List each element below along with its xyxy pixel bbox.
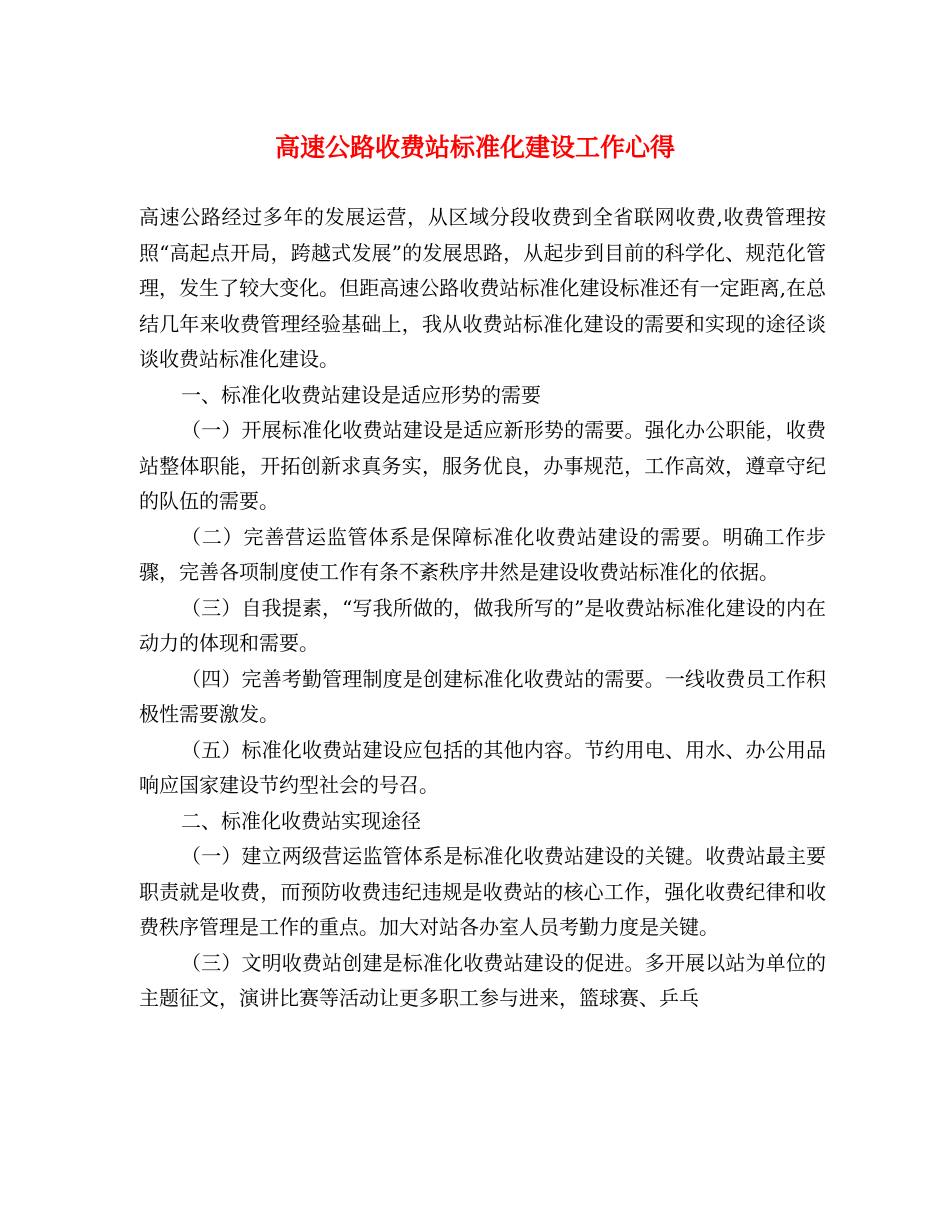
paragraph-2-1: （一）建立两级营运监管体系是标准化收费站建设的关键。收费站最主要职责就是收费，而预防收费违纪违规是收费站的核心工作，强化收费纪律和收费秩序管理是工作的重点。加大对站各办室人员考勤力度是关键。 <box>139 844 826 939</box>
paragraph-1-4: （四）完善考勤管理制度是创建标准化收费站的需要。一线收费员工作积极性需要激发。 <box>139 666 826 726</box>
paragraph-1-5: （五）标准化收费站建设应包括的其他内容。节约用电、用水、办公用品响应国家建设节约型社会的号召。 <box>139 737 826 797</box>
document-title: 高速公路收费站标准化建设工作心得 <box>274 133 675 162</box>
section-heading-1: 一、标准化收费站建设是适应形势的需要 <box>181 382 541 407</box>
paragraph-1-3: （三）自我提素，“写我所做的，做我所写的”是收费站标准化建设的内在动力的体现和需要。 <box>139 595 826 655</box>
intro-paragraph: 高速公路经过多年的发展运营，从区域分段收费到全省联网收费,收费管理按照“高起点开局，跨越式发展”的发展思路，从起步到目前的科学化、规范化管理，发生了较大变化。但距高速公路收费站标准化建设标准还有一定距离,在总结几年来收费管理经验基础上，我从收费站标准化建设的需要和实现的途径谈谈收费站标准化建设。 <box>139 205 826 371</box>
paragraph-1-1: （一）开展标准化收费站建设是适应新形势的需要。强化办公职能，收费站整体职能，开拓创新求真务实，服务优良，办事规范，工作高效，遵章守纪的队伍的需要。 <box>139 418 826 513</box>
paragraph-1-2: （二）完善营运监管体系是保障标准化收费站建设的需要。明确工作步骤，完善各项制度使工作有条不紊秩序井然是建设收费站标准化的依据。 <box>139 524 826 584</box>
section-heading-2: 二、标准化收费站实现途径 <box>181 808 421 833</box>
paragraph-2-3: （三）文明收费站创建是标准化收费站建设的促进。多开展以站为单位的主题征文，演讲比赛等活动让更多职工参与进来，篮球赛、乒乓 <box>139 950 826 1010</box>
document-body <box>139 200 826 1017</box>
